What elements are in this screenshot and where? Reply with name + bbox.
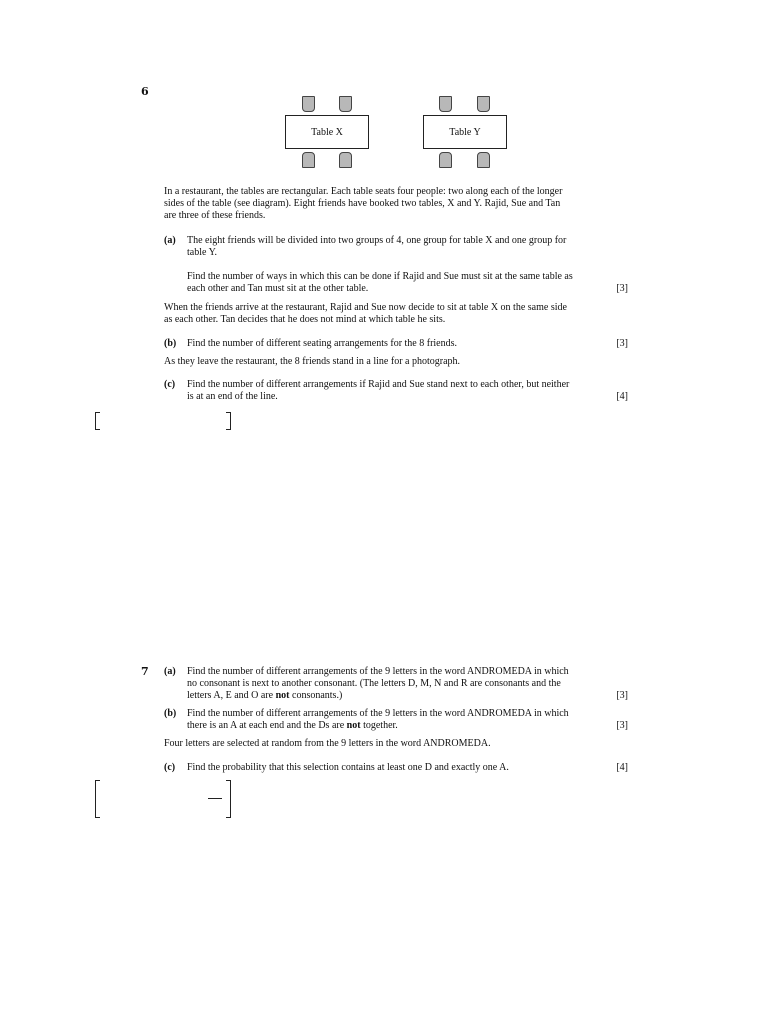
part-line-pre: there is an A at each end and the Ds are — [187, 720, 347, 731]
question-6-mid — [164, 302, 628, 326]
scan-bracket-left — [95, 412, 100, 430]
marks-badge: [3] — [616, 338, 628, 349]
part-line-post: together. — [360, 720, 398, 731]
scan-bracket-right — [226, 412, 231, 430]
question-6-intro — [164, 186, 628, 222]
chair-icon — [439, 96, 452, 112]
question-7a-text — [187, 666, 628, 702]
marks-badge: [3] — [616, 720, 628, 731]
question-7a-label: (a) — [164, 666, 176, 677]
part-line: Find the number of different seating arrangements for the 8 friends. — [187, 338, 458, 349]
table-x — [285, 115, 369, 149]
part-line: Find the number of ways in which this can be done if Rajid and Sue must sit at the same table as — [187, 271, 573, 282]
chair-icon — [477, 152, 490, 168]
part-line: no consonant is next to another consonant. (The letters D, M, N and R are consonants and the — [187, 678, 561, 689]
question-6c-text — [187, 379, 628, 403]
chair-icon — [339, 152, 352, 168]
part-line: The eight friends will be divided into two groups of 4, one group for table X and one group for — [187, 235, 567, 246]
part-line: Find the probability that this selection contains at least one D and exactly one A. — [187, 762, 509, 773]
tables-diagram — [280, 94, 512, 170]
question-6a-find — [187, 271, 628, 295]
part-line: Find the number of different arrangements if Rajid and Sue stand next to each other, but neither — [187, 379, 570, 390]
question-6b-label: (b) — [164, 338, 177, 349]
table-x-label: Table X — [311, 126, 343, 138]
scan-bracket-left — [95, 780, 100, 818]
part-line: each other and Tan must sit at the other table. — [187, 283, 369, 294]
scan-dash — [208, 798, 222, 799]
part-line: is at an end of the line. — [187, 391, 278, 402]
mid-line: When the friends arrive at the restaurant, Rajid and Sue now decide to sit at table X on the same side — [164, 302, 567, 313]
part-line: Find the number of different arrangements of the 9 letters in the word ANDROMEDA in which — [187, 666, 569, 677]
question-6c-label: (c) — [164, 379, 176, 390]
marks-badge: [3] — [616, 283, 628, 294]
question-7-after-b: Four letters are selected at random from the 9 letters in the word ANDROMEDA. — [164, 738, 491, 749]
emphasis-not: not — [275, 690, 290, 701]
part-line: table Y. — [187, 247, 217, 258]
mid-line: as each other. Tan decides that he does not mind at which table he sits. — [164, 314, 446, 325]
part-line-post: consonants.) — [289, 690, 343, 701]
intro-line: In a restaurant, the tables are rectangular. Each table seats four people: two along each of the longer — [164, 186, 563, 197]
marks-badge: [4] — [616, 762, 628, 773]
marks-badge: [4] — [616, 391, 628, 402]
question-6a-label: (a) — [164, 235, 176, 246]
chair-icon — [339, 96, 352, 112]
emphasis-not: not — [346, 720, 361, 731]
intro-line: are three of these friends. — [164, 210, 266, 221]
question-7c-label: (c) — [164, 762, 176, 773]
marks-badge: [3] — [616, 690, 628, 701]
question-6a-text — [187, 235, 628, 259]
question-7c-text — [187, 762, 628, 774]
question-7b-label: (b) — [164, 708, 177, 719]
table-y-label: Table Y — [449, 126, 481, 138]
question-6-after-b: As they leave the restaurant, the 8 friends stand in a line for a photograph. — [164, 356, 461, 367]
chair-icon — [439, 152, 452, 168]
chair-icon — [477, 96, 490, 112]
chair-icon — [302, 152, 315, 168]
intro-line: sides of the table (see diagram). Eight friends have booked two tables, X and Y. Rajid, Sue and Tan — [164, 198, 561, 209]
scan-bracket-right — [226, 780, 231, 818]
question-6b-text — [187, 338, 628, 350]
part-line: Find the number of different arrangements of the 9 letters in the word ANDROMEDA in which — [187, 708, 569, 719]
table-y — [423, 115, 507, 149]
chair-icon — [302, 96, 315, 112]
question-7-number: 7 — [141, 665, 149, 678]
question-6-number: 6 — [141, 85, 149, 98]
question-7b-text — [187, 708, 628, 732]
part-line-pre: letters A, E and O are — [187, 690, 276, 701]
